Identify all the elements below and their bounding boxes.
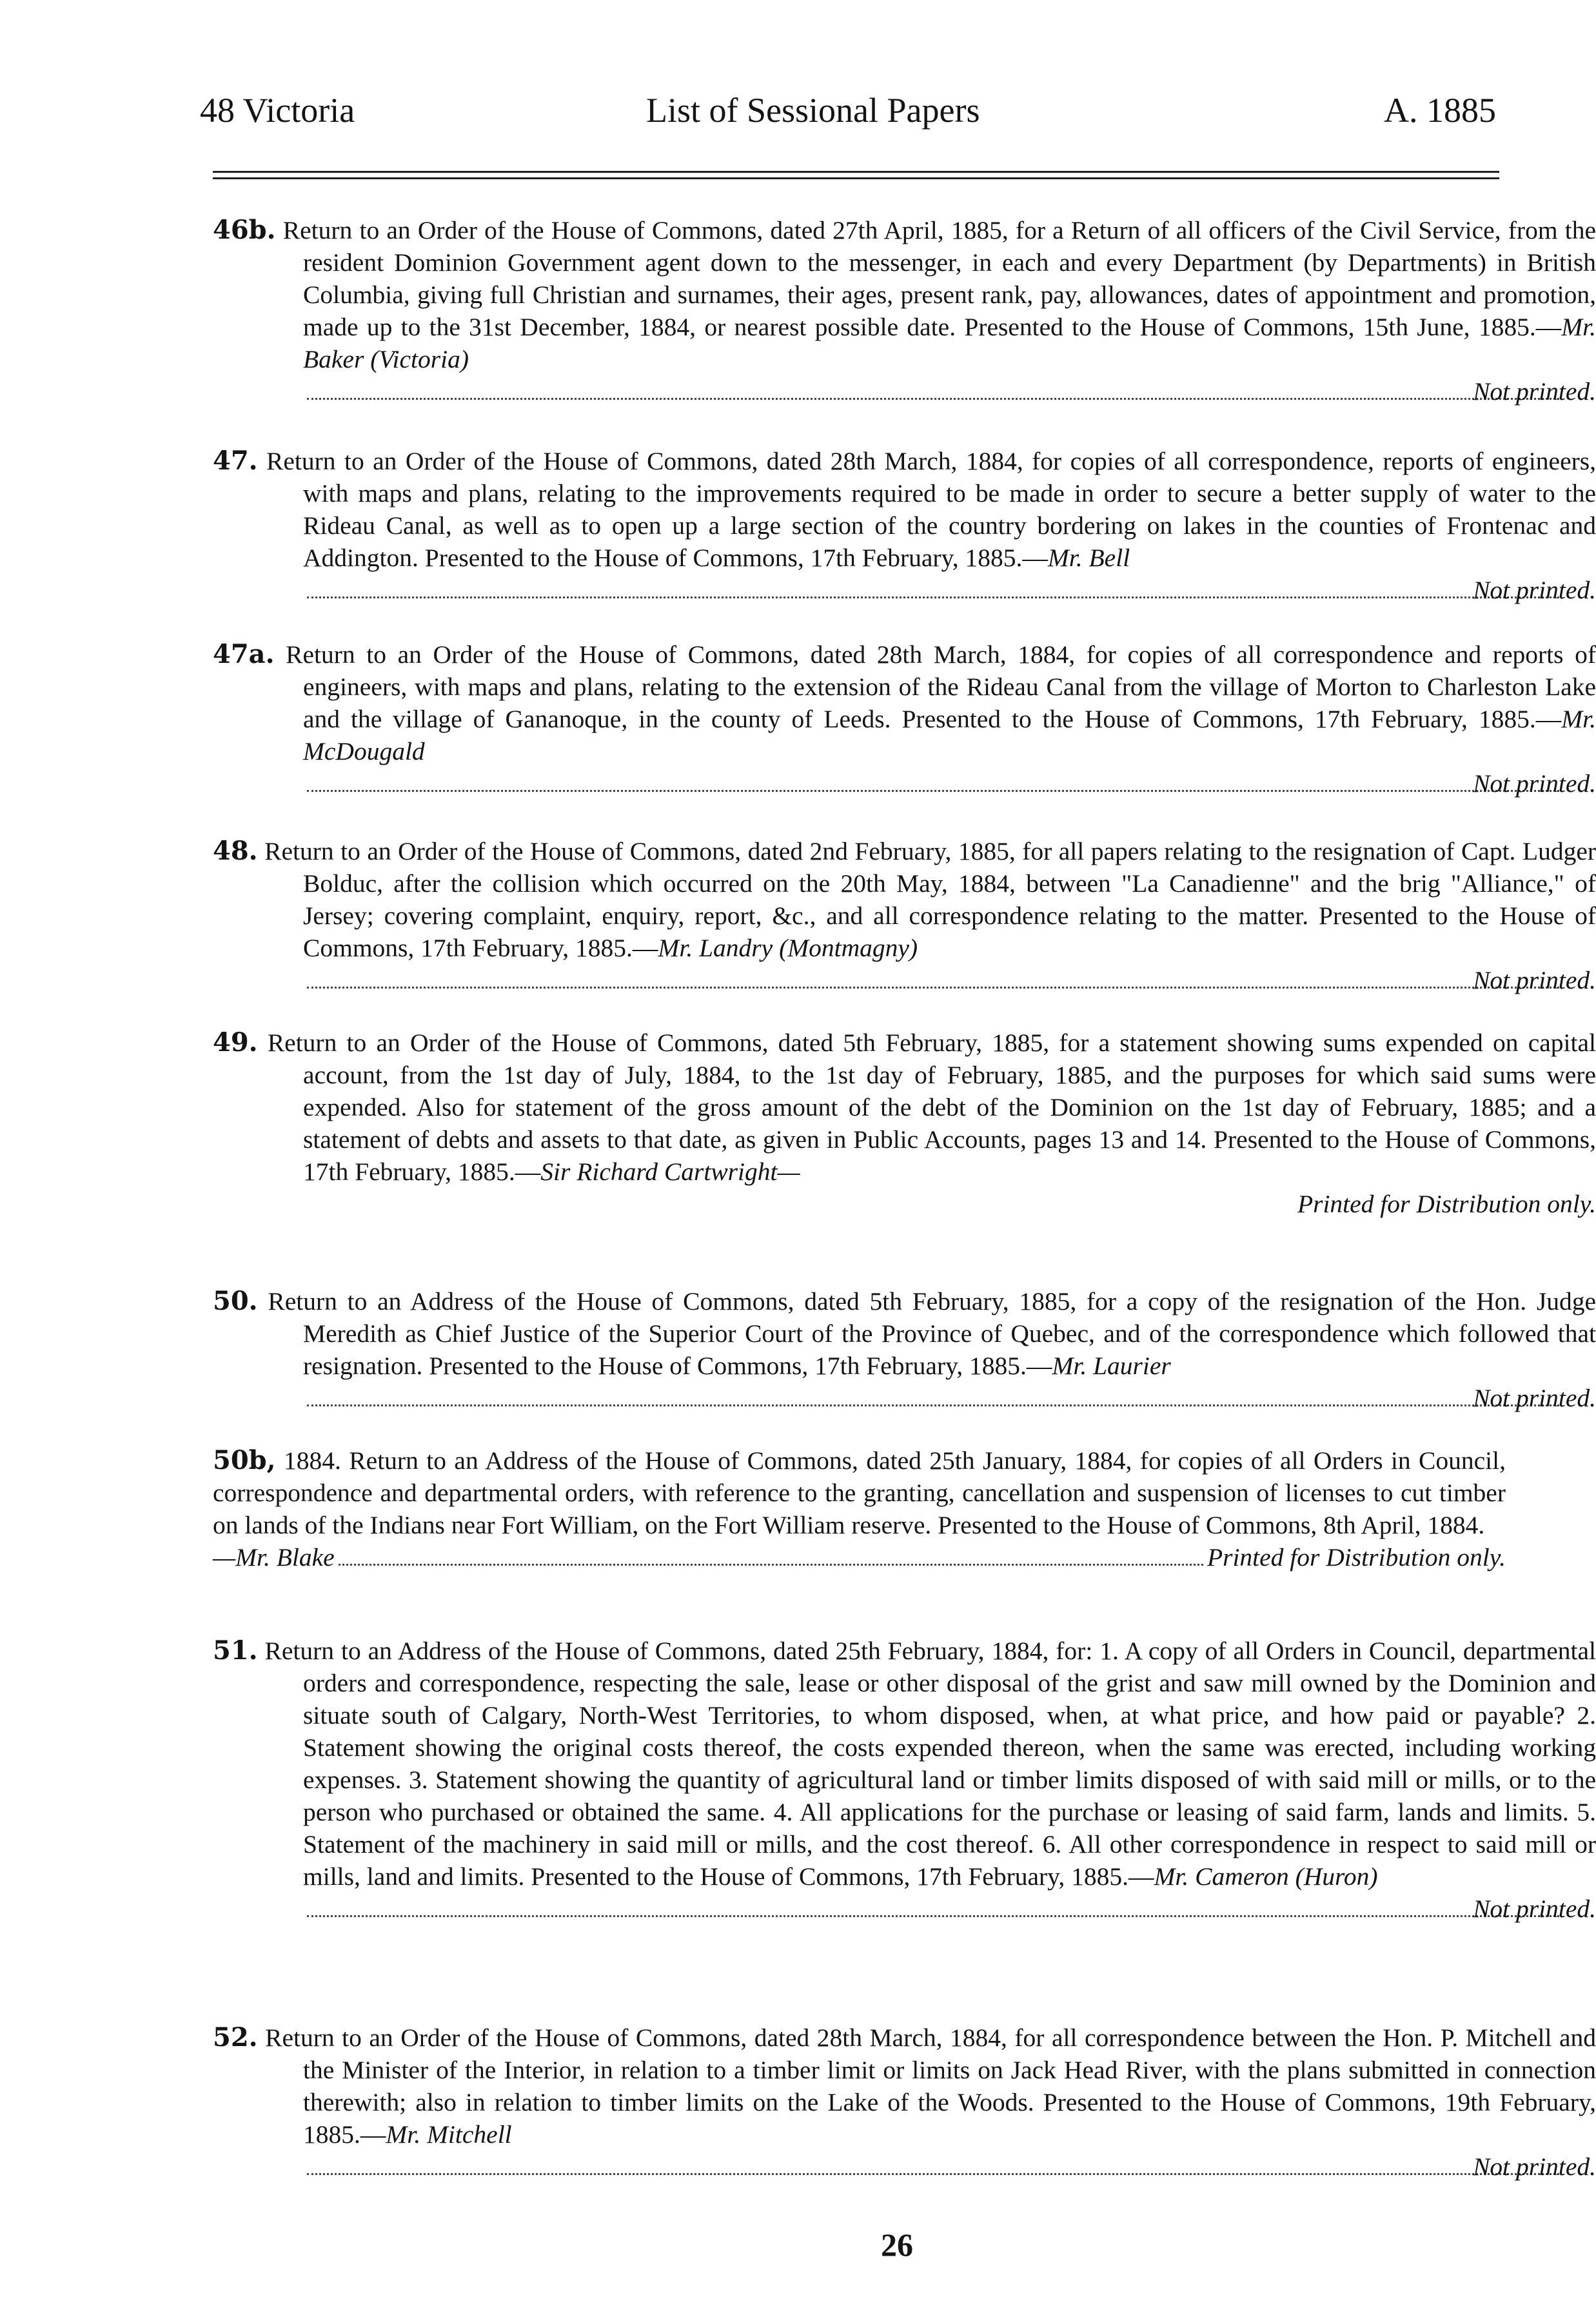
header-session: 48 Victoria — [200, 91, 355, 130]
entry-text: Return to an Order of the House of Commons, dated 28th March, 1884, for copies of all correspondence, reports of engineers, with maps and plans, relating to the improvements required to be made in order to secure a better supply of water to the Rideau Canal, as well as to open up a large section of the country bordering on lakes in the counties of Frontenac and Addington. Presented to the House of Commons, 17th February, 1885.— — [266, 447, 1596, 572]
entry-status: Not printed. — [1473, 1895, 1596, 1923]
page-header — [200, 90, 1496, 148]
entry-number: 47a. — [213, 639, 275, 669]
entry-status: Not printed. — [1473, 2152, 1596, 2181]
entry-mover: Sir Richard Cartwright— — [540, 1157, 800, 1186]
entry-46b — [213, 214, 1596, 408]
entry-status-line — [303, 2151, 1596, 2183]
entry-mover: —Mr. Blake — [213, 1543, 335, 1571]
entry-text: Return to an Order of the House of Commons, dated 27th April, 1885, for a Return of all officers of the Civil Service, from the resident Dominion Government agent down to the messenger, in each and every Department (by Departments) in British Columbia, giving full Christian and surnames, their ages, present rank, pay, allowances, dates of appointment and promotion, made up to the 31st December, 1884, or nearest possible date. Presented to the House of Commons, 15th June, 1885.— — [282, 216, 1596, 341]
entry-status-line — [303, 1893, 1596, 1925]
entry-52 — [213, 2022, 1596, 2183]
entry-50b — [213, 1444, 1506, 1573]
entry-number: 51. — [213, 1635, 258, 1666]
entry-number: 46b. — [213, 215, 276, 245]
entry-mover: Mr. Baker (Victoria) — [303, 313, 1596, 373]
entry-mover: Mr. Laurier — [1052, 1352, 1171, 1380]
entry-48 — [213, 835, 1596, 996]
entry-text: Return to an Order of the House of Commons, dated 28th March, 1884, for copies of all correspondence and reports of engineers, with maps and plans, relating to the extension of the Rideau Canal from the village of Morton to Charleston Lake and the village of Gananoque, in the county of Leeds. Presented to the House of Commons, 17th February, 1885.— — [286, 640, 1596, 733]
entry-number: 50. — [213, 1286, 258, 1316]
header-title: List of Sessional Papers — [646, 91, 980, 130]
entry-number: 47. — [213, 446, 258, 476]
header-rule-bottom — [213, 177, 1499, 179]
entry-mover: Mr. Mitchell — [386, 2120, 512, 2149]
entry-number: 48. — [213, 836, 258, 866]
entry-mover: Mr. McDougald — [303, 705, 1596, 765]
page-number: 26 — [881, 2227, 913, 2263]
entry-status-line — [303, 964, 1596, 996]
entry-status-line — [213, 1541, 1506, 1573]
entry-status-line — [303, 375, 1596, 408]
entry-text: Return to an Order of the House of Commons, dated 28th March, 1884, for all correspondence between the Hon. P. Mitchell and the Minister of the Interior, in relation to a timber limit or limits on Jack Head River, with the plans submitted in connection therewith; also in relation to timber limits on the Lake of the Woods. Presented to the House of Commons, 19th February, 1885.— — [265, 2024, 1596, 2149]
entry-number: 50b, — [213, 1445, 276, 1475]
entry-status: Not printed. — [1473, 377, 1596, 406]
entry-text: Return to an Address of the House of Commons, dated 25th February, 1884, for: 1. A copy of all Orders in Council, departmental orders and correspondence, respecting the sale, lease or other disposal of the grist and saw mill owned by the Dominion and situate south of Calgary, North-West Territories, to whom disposed, when, at what price, and how paid or payable? 2. Statement showing the original costs thereof, the costs expended thereon, when the same was erected, including working expenses. 3. Statement showing the quantity of agricultural land or timber limits disposed of with said mill or mills, or to the person who purchased or obtained the same. 4. All applications for the purchase or leasing of said farm, lands and limits. 5. Statement of the machinery in said mill or mills, and the cost thereof. 6. All other correspondence in respect to said mill or mills, land and limits. Presented to the House of Commons, 17th February, 1885.— — [264, 1637, 1596, 1891]
entry-status: Not printed. — [1473, 769, 1596, 798]
entry-47a — [213, 638, 1596, 800]
entry-mover: Mr. Bell — [1047, 544, 1130, 572]
entry-status: Printed for Distribution only. — [1207, 1543, 1506, 1571]
entry-text: Return to an Order of the House of Commons, dated 2nd February, 1885, for all papers relating to the resignation of Capt. Ludger Bolduc, after the collision which occurred on the 20th May, 1884, between "La Canadienne" and the brig "Alliance," of Jersey; covering complaint, enquiry, report, &c., and all correspondence relating to the matter. Presented to the House of Commons, 17th February, 1885.— — [264, 837, 1596, 962]
entry-status: Not printed. — [1473, 576, 1596, 604]
entry-status: Printed for Distribution only. — [1297, 1190, 1596, 1218]
entry-51 — [213, 1635, 1596, 1925]
entry-49 — [213, 1027, 1596, 1220]
entry-number: 49. — [213, 1027, 258, 1058]
entry-number: 52. — [213, 2022, 258, 2053]
header-rule-top — [213, 171, 1499, 173]
entry-status-line — [303, 1382, 1596, 1414]
entry-status-line — [303, 767, 1596, 800]
entry-mover: Mr. Cameron (Huron) — [1154, 1862, 1378, 1891]
entry-status-line — [303, 574, 1596, 606]
entry-text: Return to an Address of the House of Commons, dated 5th February, 1885, for a copy of the resignation of the Hon. Judge Meredith as Chief Justice of the Superior Court of the Province of Quebec, and of the correspondence which followed that resignation. Presented to the House of Commons, 17th February, 1885.— — [268, 1287, 1596, 1380]
entry-status: Not printed. — [1473, 966, 1596, 994]
entry-50 — [213, 1285, 1596, 1414]
entry-text: 1884. Return to an Address of the House of Commons, dated 25th January, 1884, for copies of all Orders in Council, correspondence and departmental orders, with reference to the granting, cancellation and suspension of licenses to cut timber on lands of the Indians near Fort William, on the Fort William reserve. Presented to the House of Commons, 8th April, 1884. — [213, 1446, 1506, 1539]
entry-text: Return to an Order of the House of Commons, dated 5th February, 1885, for a statement showing sums expended on capital account, from the 1st day of July, 1884, to the 1st day of February, 1885, and the purposes for which said sums were expended. Also for statement of the gross amount of the debt of the Dominion on the 1st day of February, 1885; and a statement of debts and assets to that date, as given in Public Accounts, pages 13 and 14. Presented to the House of Commons, 17th February, 1885.— — [267, 1029, 1596, 1186]
entry-status: Not printed. — [1473, 1384, 1596, 1412]
header-year: A. 1885 — [1384, 91, 1496, 130]
entry-47 — [213, 445, 1596, 606]
entry-mover: Mr. Landry (Montmagny) — [658, 934, 918, 962]
